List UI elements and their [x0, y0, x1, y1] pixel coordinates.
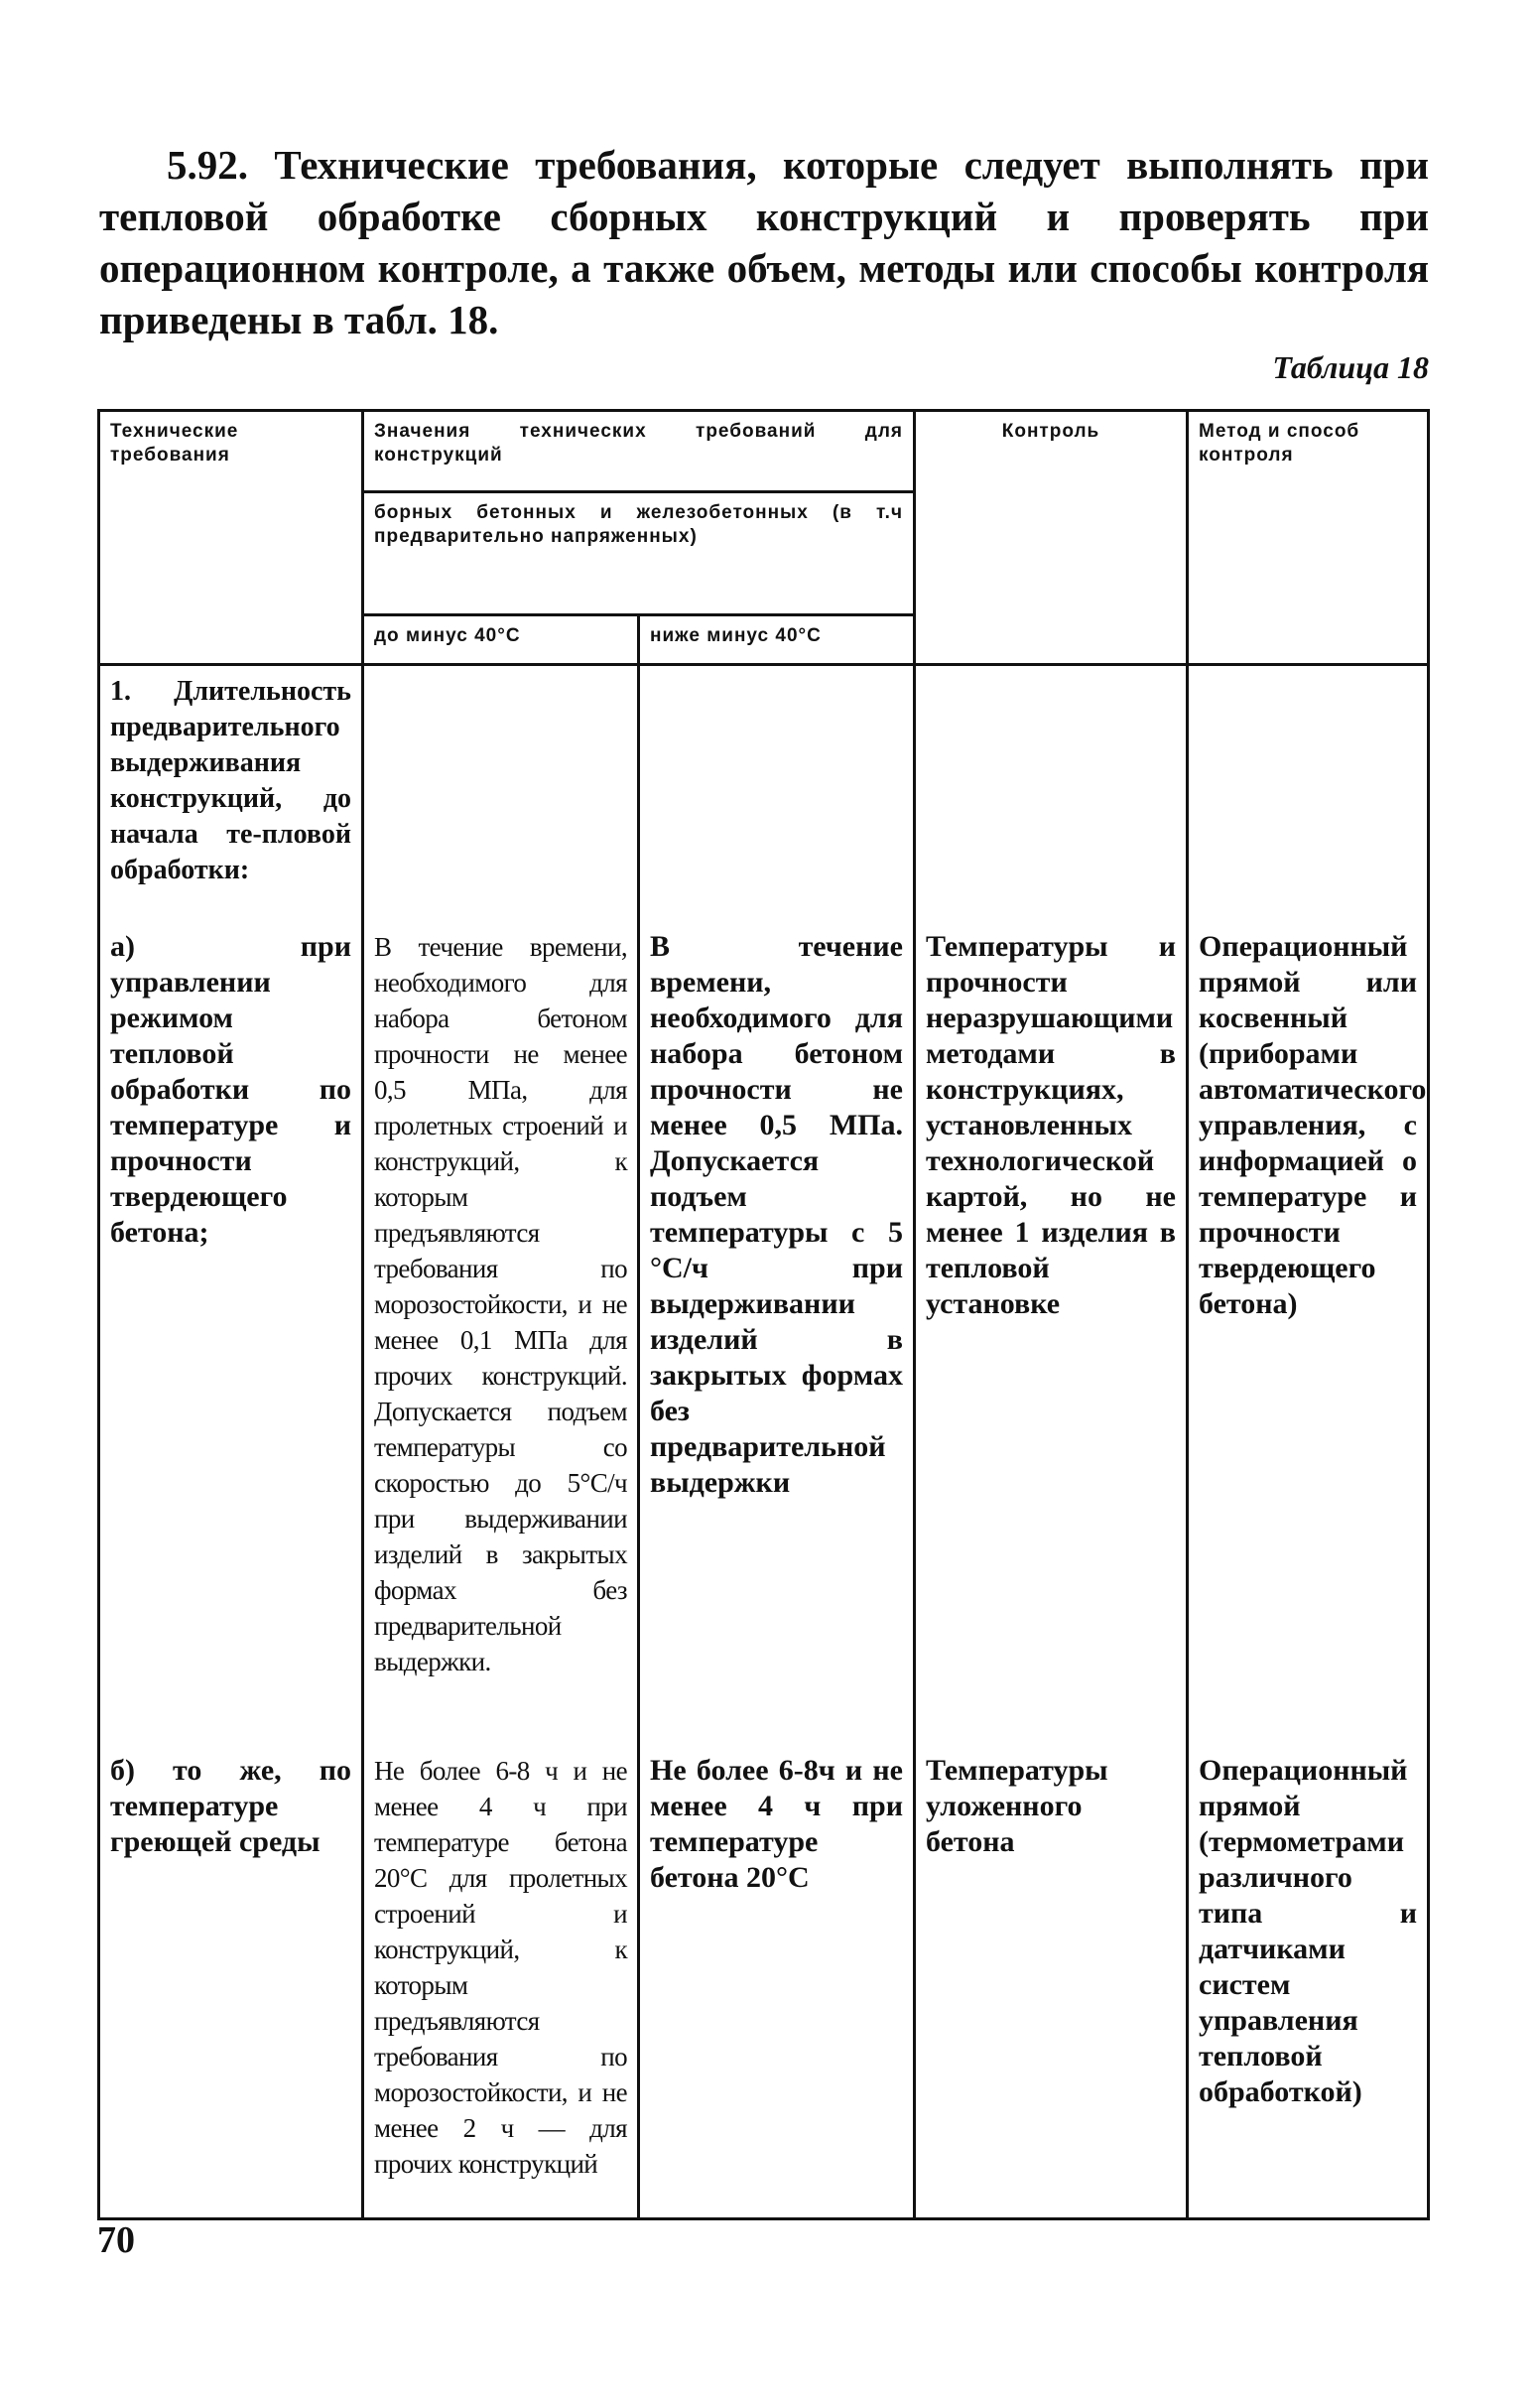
table-row: [99, 921, 1429, 1745]
header-temp-below: [639, 615, 915, 665]
row-1-value-below-text: В течение времени, необходимого для набора бетоном прочности не менее 0,5 МПа. Допускается подъем температуры с 5 °С/ч при выдерживании изделий в закрытых формах без предварительной выдержки: [650, 929, 903, 1499]
header-requirements: [99, 411, 363, 665]
row-1-requirement: [99, 921, 363, 1745]
header-requirements-label: Технические требования: [110, 421, 239, 466]
row-2-method-text: Операционный прямой (термометрами различного типа и датчиками систем управления тепловой обработкой): [1199, 1753, 1417, 2108]
row-1-control-text: Температуры и прочности неразрушающими методами в конструкциях, установленных технологической картой, но не менее 1 изделия в тепловой установке: [926, 929, 1176, 1320]
row-1-value-above: [363, 921, 639, 1745]
row-2-requirement: [99, 1745, 363, 2219]
header-method: [1188, 411, 1429, 665]
row-1-method: [1188, 921, 1429, 1745]
row-2-requirement-text: б) то же, по температуре греющей среды: [110, 1753, 351, 1858]
row-1-value-above-text: В течение времени, необходимого для набора бетоном прочности не менее 0,5 МПа, для пролетных строений и конструкций, к которым предъявляются требования по морозостойкости, и не менее 0,1 МПа для прочих конструкций. Допускается подъем температуры со скоростью до 5°С/ч при выдерживании изделий в закрытых формах без предварительной выдержки.: [374, 931, 627, 1676]
intro-paragraph: 5.92. Технические требования, которые следует выполнять при тепловой обработке сборных конструкций и проверять при операционном контроле, а также объем, методы или способы контроля приведены в табл. 18.: [99, 142, 1429, 342]
header-temp-above-label: до минус 40°С: [374, 625, 521, 646]
header-method-label: Метод и способ контроля: [1199, 421, 1360, 466]
header-control-label: Контроль: [1001, 421, 1100, 442]
header-values: [363, 411, 915, 492]
header-values-label: Значения технических требований для конструкций: [374, 421, 903, 466]
row-1-method-text: Операционный прямой или косвенный (приборами автоматического управления, с информацией о температуре и прочности твердеющего бетона): [1199, 929, 1427, 1320]
row-2-control-text: Температуры уложенного бетона: [926, 1753, 1108, 1858]
header-temp-below-label: ниже минус 40°С: [650, 625, 822, 646]
header-values-sub-label: борных бетонных и железобетонных (в т.ч предварительно напряженных): [374, 502, 903, 547]
table-caption: Таблица 18: [1272, 349, 1429, 385]
row-1-requirement-text: а) при управлении режимом тепловой обработки по температуре и прочности твердеющего бетона;: [110, 929, 351, 1249]
header-temp-above: [363, 615, 639, 665]
row-2-value-below: [639, 1745, 915, 2219]
section-title-cell: [99, 665, 363, 921]
row-2-control: [915, 1745, 1188, 2219]
row-2-method: [1188, 1745, 1429, 2219]
requirements-table: [97, 409, 1430, 2220]
table-row: [99, 1745, 1429, 2219]
row-1-control: [915, 921, 1188, 1745]
section-title: 1. Длительность предварительного выдерживания конструкций, до начала те-пловой обработки:: [110, 676, 351, 885]
row-2-value-above: [363, 1745, 639, 2219]
header-control: [915, 411, 1188, 665]
header-values-sub: [363, 492, 915, 615]
row-2-value-below-text: Не более 6-8ч и не менее 4 ч при температуре бетона 20°С: [650, 1753, 903, 1894]
page-number: 70: [97, 2219, 135, 2261]
row-2-value-above-text: Не более 6-8 ч и не менее 4 ч при температуре бетона 20°С для пролетных строений и конструкций, к которым предъявляются требования по морозостойкости, и не менее 2 ч — для прочих конструкций: [374, 1755, 627, 2179]
row-1-value-below: [639, 921, 915, 1745]
